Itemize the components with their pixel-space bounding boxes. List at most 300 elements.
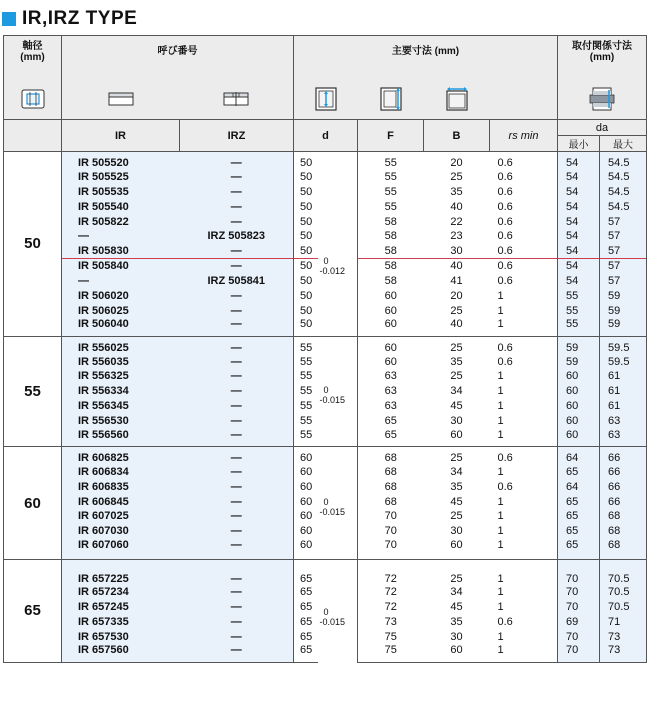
page-title-block xyxy=(2,8,137,30)
dim-F: 60 xyxy=(358,336,424,354)
da-max: 61 xyxy=(600,384,647,399)
part-number-ir: IR 657560 xyxy=(62,644,180,662)
dim-B: 25 xyxy=(424,336,490,354)
da-min: 65 xyxy=(558,539,600,560)
part-number-irz: — xyxy=(180,303,294,318)
dim-F: 55 xyxy=(358,152,424,170)
dim-rs: 1 xyxy=(490,644,558,662)
part-number-ir: IR 505520 xyxy=(62,152,180,170)
dim-B: 60 xyxy=(424,644,490,662)
da-min: 60 xyxy=(558,369,600,384)
inner-ring-hole-icon xyxy=(223,91,249,107)
part-number-ir: IR 556325 xyxy=(62,369,180,384)
dim-rs: 1 xyxy=(490,399,558,414)
dim-F: 68 xyxy=(384,480,397,493)
da-max: 68 xyxy=(600,509,647,524)
da-min: 70 xyxy=(558,644,600,662)
da-max: 59.5 xyxy=(600,336,647,354)
part-number-ir: IR 556560 xyxy=(62,429,180,447)
part-number-irz: — xyxy=(180,152,294,170)
page-title: IR,IRZ TYPE xyxy=(22,8,138,29)
da-min: 55 xyxy=(558,289,600,304)
dim-rs: 0.6 xyxy=(490,169,558,184)
bore-d: 60 xyxy=(300,525,313,538)
tolerance-block xyxy=(318,607,358,627)
dim-rs: 0.6 xyxy=(490,184,558,199)
bore-d: 50 xyxy=(300,185,313,198)
bore-d: 65 xyxy=(300,615,313,628)
dim-B: 45 xyxy=(450,400,463,413)
dim-F: 72 xyxy=(358,560,424,585)
part-number-irz: — xyxy=(180,509,294,524)
part-number-ir: IR 505840 xyxy=(62,259,180,274)
da-max: 63 xyxy=(600,414,647,429)
da-max: 61 xyxy=(600,369,647,384)
dim-F: 65 xyxy=(384,415,397,428)
bore-diameter-icon xyxy=(315,87,337,111)
part-number-ir: IR 607060 xyxy=(62,539,180,560)
da-max: 68 xyxy=(600,524,647,539)
da-max: 70.5 xyxy=(600,585,647,600)
da-min: 60 xyxy=(558,429,600,447)
dim-B: 35 xyxy=(450,615,463,628)
bore-d: 55 xyxy=(294,336,318,354)
bore-d: 65 xyxy=(300,585,313,598)
part-number-irz: — xyxy=(180,560,294,585)
dim-F: 60 xyxy=(384,304,397,317)
dim-rs: 0.6 xyxy=(490,214,558,229)
da-min: 54 xyxy=(558,244,600,259)
da-max: 57 xyxy=(600,274,647,289)
dim-rs: 0.6 xyxy=(490,354,558,369)
col-B: B xyxy=(424,120,490,152)
dim-rs: 0.6 xyxy=(490,274,558,289)
part-number-ir: IR 506025 xyxy=(62,303,180,318)
shaft-icon xyxy=(21,89,45,109)
dim-B: 25 xyxy=(450,370,463,383)
dim-rs: 1 xyxy=(490,369,558,384)
da-max: 57 xyxy=(600,229,647,244)
dim-B: 25 xyxy=(450,304,463,317)
col-ir: IR xyxy=(62,120,180,152)
dim-F: 68 xyxy=(384,495,397,508)
dim-B: 20 xyxy=(424,152,490,170)
bore-d: 65 xyxy=(294,560,318,585)
bore-d: 60 xyxy=(300,465,313,478)
part-number-ir: IR 556530 xyxy=(62,414,180,429)
da-icon-cell xyxy=(558,80,647,120)
da-min: 60 xyxy=(558,399,600,414)
part-number-irz: — xyxy=(180,184,294,199)
part-number-irz: — xyxy=(180,479,294,494)
da-min: 70 xyxy=(558,560,600,585)
dim-rs: 0.6 xyxy=(490,152,558,170)
dim-rs: 1 xyxy=(490,414,558,429)
shaft-diameter: 60 xyxy=(4,446,62,559)
dim-B: 20 xyxy=(450,289,463,302)
mounting-dimension-icon xyxy=(589,87,615,111)
da-max: 70.5 xyxy=(600,599,647,614)
da-min: 59 xyxy=(558,336,600,354)
part-number-ir: IR 556025 xyxy=(62,336,180,354)
dim-F: 60 xyxy=(384,289,397,302)
da-min: 54 xyxy=(558,169,600,184)
dim-F: 63 xyxy=(384,385,397,398)
dim-F: 65 xyxy=(384,428,397,441)
table-row xyxy=(4,336,647,354)
bore-d: 50 xyxy=(300,289,313,302)
dim-rs: 1 xyxy=(490,524,558,539)
shaft-diameter: 55 xyxy=(4,336,62,446)
part-number-ir: IR 607030 xyxy=(62,524,180,539)
da-max: 54.5 xyxy=(600,199,647,214)
da-min: 64 xyxy=(558,446,600,464)
dim-rs: 1 xyxy=(490,318,558,336)
dim-rs: 1 xyxy=(490,585,558,600)
da-min: 65 xyxy=(558,509,600,524)
da-max: 59 xyxy=(600,318,647,336)
dim-rs: 1 xyxy=(490,509,558,524)
tolerance-upper: 0 xyxy=(323,255,329,266)
header-mount: 取付関係寸法 (mm) xyxy=(558,36,647,80)
bore-d: 55 xyxy=(300,370,313,383)
da-max: 59.5 xyxy=(600,354,647,369)
da-max: 70.5 xyxy=(600,560,647,585)
bore-tolerance xyxy=(318,336,358,446)
dim-F: 60 xyxy=(384,355,397,368)
dim-B: 23 xyxy=(450,230,463,243)
da-max: 61 xyxy=(600,399,647,414)
part-number-ir: IR 556334 xyxy=(62,384,180,399)
dim-F: 68 xyxy=(358,446,424,464)
dim-B: 30 xyxy=(450,630,463,643)
col-d: d xyxy=(294,120,358,152)
tolerance-lower: -0.015 xyxy=(319,395,346,406)
header-part-no: 呼び番号 xyxy=(62,36,294,80)
da-min: 55 xyxy=(558,318,600,336)
bore-d: 50 xyxy=(294,259,318,274)
da-min: 65 xyxy=(558,464,600,479)
part-number-irz: — xyxy=(180,524,294,539)
da-max: 57 xyxy=(600,214,647,229)
tolerance-block xyxy=(318,385,358,405)
part-number-irz: — xyxy=(180,336,294,354)
col-da-min: 最小 xyxy=(558,136,600,152)
part-number-irz: — xyxy=(180,629,294,644)
bore-d: 60 xyxy=(300,480,313,493)
dim-B: 35 xyxy=(450,355,463,368)
part-number-ir: IR 505525 xyxy=(62,169,180,184)
dim-rs: 1 xyxy=(490,539,558,560)
da-max: 73 xyxy=(600,644,647,662)
table-row xyxy=(4,152,647,170)
dim-F: 60 xyxy=(384,318,397,331)
dim-B: 30 xyxy=(450,525,463,538)
part-number-ir: IR 657234 xyxy=(62,585,180,600)
d-icon-cell xyxy=(294,80,358,120)
da-min: 54 xyxy=(558,214,600,229)
bore-d: 65 xyxy=(294,644,318,662)
part-number-irz: — xyxy=(180,464,294,479)
dim-B: 60 xyxy=(450,538,463,551)
bore-d: 55 xyxy=(300,355,313,368)
dim-F: 55 xyxy=(384,200,397,213)
da-max: 57 xyxy=(600,259,647,274)
dim-B: 35 xyxy=(450,480,463,493)
part-number-ir: IR 506020 xyxy=(62,289,180,304)
dim-F: 70 xyxy=(384,538,397,551)
part-number-ir: IR 657245 xyxy=(62,599,180,614)
dim-rs: 0.6 xyxy=(490,336,558,354)
dim-F: 75 xyxy=(358,644,424,662)
part-number-irz: — xyxy=(180,414,294,429)
dim-F: 58 xyxy=(384,245,397,258)
dim-B: 25 xyxy=(450,170,463,183)
da-max: 63 xyxy=(600,429,647,447)
col-da: da xyxy=(558,120,647,136)
bore-tolerance xyxy=(318,152,358,337)
bore-d: 60 xyxy=(294,446,318,464)
bore-tolerance xyxy=(318,560,358,662)
da-max: 73 xyxy=(600,629,647,644)
da-max: 68 xyxy=(600,539,647,560)
da-max: 54.5 xyxy=(600,169,647,184)
width-icon xyxy=(446,87,468,111)
bore-d: 60 xyxy=(300,538,313,551)
part-number-ir: — xyxy=(62,274,180,289)
dim-rs: 1 xyxy=(490,289,558,304)
dim-F: 58 xyxy=(384,215,397,228)
dim-rs: 0.6 xyxy=(490,229,558,244)
part-number-ir: IR 505535 xyxy=(62,184,180,199)
bore-d: 50 xyxy=(300,245,313,258)
part-number-irz: — xyxy=(180,244,294,259)
da-min: 60 xyxy=(558,384,600,399)
bore-d: 60 xyxy=(300,510,313,523)
part-number-ir: IR 657530 xyxy=(62,629,180,644)
bore-d: 55 xyxy=(300,415,313,428)
part-number-irz: — xyxy=(180,429,294,447)
part-number-irz: — xyxy=(180,199,294,214)
da-max: 66 xyxy=(600,494,647,509)
header-shaft: 軸径 (mm) xyxy=(4,36,62,80)
dim-B: 25 xyxy=(450,510,463,523)
dim-rs: 1 xyxy=(490,560,558,585)
da-min: 59 xyxy=(558,354,600,369)
dim-rs: 1 xyxy=(490,464,558,479)
part-number-irz: — xyxy=(180,214,294,229)
B-icon-cell xyxy=(424,80,490,120)
bore-d: 50 xyxy=(300,304,313,317)
da-min: 64 xyxy=(558,479,600,494)
tolerance-upper: 0 xyxy=(323,607,329,618)
part-number-irz: — xyxy=(180,318,294,336)
dim-B: 40 xyxy=(450,200,463,213)
dim-B: 25 xyxy=(424,560,490,585)
bore-d: 55 xyxy=(300,428,313,441)
dim-F: 55 xyxy=(384,170,397,183)
dim-rs: 1 xyxy=(490,429,558,447)
dim-F: 72 xyxy=(384,600,397,613)
da-min: 55 xyxy=(558,303,600,318)
dim-F: 70 xyxy=(384,510,397,523)
tolerance-lower: -0.015 xyxy=(319,507,346,518)
col-rs: rs min xyxy=(490,120,558,152)
part-number-ir: IR 606825 xyxy=(62,446,180,464)
da-min: 70 xyxy=(558,629,600,644)
F-icon-cell xyxy=(358,80,424,120)
dim-B: 45 xyxy=(450,600,463,613)
bore-d: 50 xyxy=(300,170,313,183)
da-min: 60 xyxy=(558,414,600,429)
da-min: 70 xyxy=(558,599,600,614)
part-number-irz: — xyxy=(180,259,294,274)
inner-ring-icon xyxy=(108,91,134,107)
da-min: 54 xyxy=(558,152,600,170)
part-number-irz: — xyxy=(180,585,294,600)
shaft-icon-cell xyxy=(4,80,62,120)
da-max: 59 xyxy=(600,303,647,318)
da-max: 66 xyxy=(600,464,647,479)
dim-rs: 0.6 xyxy=(490,446,558,464)
bore-d: 50 xyxy=(300,318,313,331)
dim-F: 58 xyxy=(384,230,397,243)
col-da-max: 最大 xyxy=(600,136,647,152)
part-number-irz: IRZ 505823 xyxy=(180,229,294,244)
table-row xyxy=(4,560,647,585)
part-number-ir: IR 606834 xyxy=(62,464,180,479)
dim-B: 40 xyxy=(450,318,463,331)
dim-B: 22 xyxy=(450,215,463,228)
dim-rs: 0.6 xyxy=(490,614,558,629)
col-F: F xyxy=(358,120,424,152)
da-max: 54.5 xyxy=(600,152,647,170)
dim-F: 63 xyxy=(384,400,397,413)
spec-table-body xyxy=(4,152,647,663)
da-max: 66 xyxy=(600,479,647,494)
part-number-irz: — xyxy=(180,494,294,509)
dim-B: 30 xyxy=(450,245,463,258)
dim-rs: 0.6 xyxy=(490,479,558,494)
da-min: 54 xyxy=(558,274,600,289)
dim-B: 35 xyxy=(450,185,463,198)
da-min: 65 xyxy=(558,524,600,539)
dim-F: 75 xyxy=(384,630,397,643)
dim-F: 58 xyxy=(384,275,397,288)
dim-rs: 1 xyxy=(490,303,558,318)
title-square-icon xyxy=(2,12,16,26)
part-number-ir: IR 657225 xyxy=(62,560,180,585)
bore-d: 60 xyxy=(300,495,313,508)
da-max: 59 xyxy=(600,289,647,304)
da-max: 71 xyxy=(600,614,647,629)
dim-B: 25 xyxy=(424,446,490,464)
bore-d: 50 xyxy=(300,230,313,243)
tolerance-lower: -0.015 xyxy=(319,617,346,628)
dim-F: 72 xyxy=(384,585,397,598)
part-number-irz: — xyxy=(180,399,294,414)
da-max: 54.5 xyxy=(600,184,647,199)
spec-table xyxy=(3,35,647,663)
dim-rs: 1 xyxy=(490,629,558,644)
part-number-irz: — xyxy=(180,289,294,304)
part-number-irz: — xyxy=(180,369,294,384)
part-number-ir: IR 506040 xyxy=(62,318,180,336)
part-number-ir: IR 657335 xyxy=(62,614,180,629)
da-min: 54 xyxy=(558,184,600,199)
part-number-irz: IRZ 505841 xyxy=(180,274,294,289)
dim-F: 58 xyxy=(358,259,424,274)
table-row xyxy=(4,446,647,464)
part-number-irz: — xyxy=(180,169,294,184)
da-min: 54 xyxy=(558,199,600,214)
dim-rs: 1 xyxy=(490,494,558,509)
dim-F: 55 xyxy=(384,185,397,198)
dim-rs: 0.6 xyxy=(490,244,558,259)
bore-d: 65 xyxy=(300,600,313,613)
dim-B: 34 xyxy=(450,385,463,398)
header-dims: 主要寸法 (mm) xyxy=(294,36,558,80)
dim-B: 60 xyxy=(450,428,463,441)
part-number-ir: IR 606835 xyxy=(62,479,180,494)
part-number-irz: — xyxy=(180,644,294,662)
tolerance-lower: -0.012 xyxy=(319,265,346,276)
bore-tolerance xyxy=(318,446,358,559)
shaft-diameter: 50 xyxy=(4,152,62,337)
da-min: 65 xyxy=(558,494,600,509)
bore-d: 50 xyxy=(300,200,313,213)
part-number-irz: — xyxy=(180,539,294,560)
dim-B: 30 xyxy=(450,415,463,428)
dim-rs: 0.6 xyxy=(490,199,558,214)
bore-d: 50 xyxy=(294,152,318,170)
part-number-ir: IR 556345 xyxy=(62,399,180,414)
da-max: 66 xyxy=(600,446,647,464)
bore-d: 50 xyxy=(300,275,313,288)
part-number-ir: IR 606845 xyxy=(62,494,180,509)
dim-F: 73 xyxy=(384,615,397,628)
part-number-ir: IR 505540 xyxy=(62,199,180,214)
bore-d: 50 xyxy=(300,215,313,228)
dim-B: 40 xyxy=(424,259,490,274)
col-irz: IRZ xyxy=(180,120,294,152)
part-number-irz: — xyxy=(180,354,294,369)
da-max: 57 xyxy=(600,244,647,259)
da-min: 54 xyxy=(558,259,600,274)
raceway-diameter-icon xyxy=(380,87,402,111)
dim-rs: 1 xyxy=(490,384,558,399)
dim-B: 45 xyxy=(450,495,463,508)
dim-F: 63 xyxy=(384,370,397,383)
part-number-irz: — xyxy=(180,599,294,614)
tolerance-upper: 0 xyxy=(323,497,329,508)
dim-rs: 1 xyxy=(490,599,558,614)
dim-B: 41 xyxy=(450,275,463,288)
bore-d: 55 xyxy=(300,385,313,398)
tolerance-upper: 0 xyxy=(323,385,329,396)
da-min: 54 xyxy=(558,229,600,244)
part-number-ir: IR 505822 xyxy=(62,214,180,229)
tolerance-block xyxy=(318,497,358,517)
dim-B: 34 xyxy=(450,465,463,478)
tolerance-block xyxy=(318,256,358,276)
part-number-ir: — xyxy=(62,229,180,244)
da-min: 69 xyxy=(558,614,600,629)
shaft-diameter: 65 xyxy=(4,560,62,662)
part-number-ir: IR 607025 xyxy=(62,509,180,524)
bore-d: 65 xyxy=(300,630,313,643)
dim-B: 34 xyxy=(450,585,463,598)
